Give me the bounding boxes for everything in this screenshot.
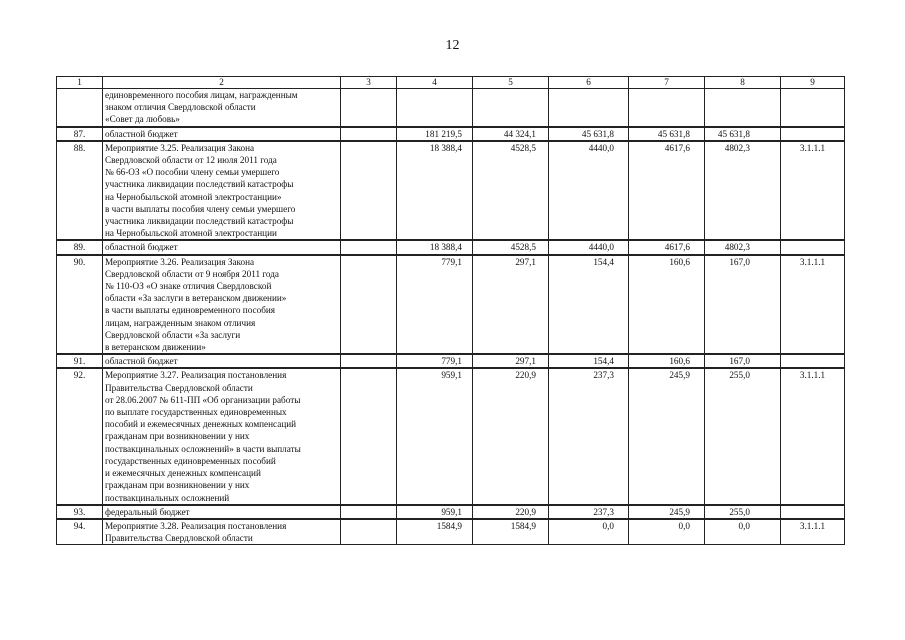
row-description — [103, 505, 341, 519]
cell-c6: 4440,0 — [549, 240, 629, 254]
description-line: гражданам при возникновении у них — [105, 480, 250, 491]
description-line: от 28.06.2007 № 611-ПП «Об организации работы — [105, 394, 301, 405]
cell-c7: 245,9 — [629, 368, 705, 504]
cell-c9 — [781, 89, 845, 127]
cell-c7 — [629, 89, 705, 127]
column-header: 8 — [705, 77, 781, 89]
row-description — [103, 141, 341, 241]
cell-c4 — [397, 89, 473, 127]
description-line: гражданам при возникновении у них — [105, 431, 250, 442]
table-row — [57, 89, 845, 127]
column-header: 6 — [549, 77, 629, 89]
cell-c8: 0,0 — [705, 519, 781, 545]
cell-c4: 779,1 — [397, 255, 473, 355]
description-line: Мероприятие 3.25. Реализация Закона — [105, 142, 255, 153]
description-line: Мероприятие 3.26. Реализация Закона — [105, 256, 255, 267]
cell-c5: 297,1 — [473, 354, 549, 368]
description-line: Мероприятие 3.28. Реализация постановления — [105, 520, 287, 531]
cell-c4: 779,1 — [397, 354, 473, 368]
cell-c9: 3.1.1.1 — [781, 141, 845, 241]
cell-c8: 4802,3 — [705, 141, 781, 241]
row-number: 87. — [57, 127, 103, 141]
row-number: 89. — [57, 240, 103, 254]
description-line: на Чернобыльской атомной электростанции — [105, 228, 277, 239]
cell-c7: 0,0 — [629, 519, 705, 545]
cell-c6: 154,4 — [549, 255, 629, 355]
description-line: областной бюджет — [105, 356, 178, 367]
cell-c7: 160,6 — [629, 255, 705, 355]
row-description — [103, 127, 341, 141]
description-line: лицам, награжденным знаком отличия — [105, 317, 256, 328]
description-line: «Совет да любовь» — [105, 114, 180, 125]
column-header: 2 — [103, 77, 341, 89]
table-row — [57, 127, 845, 141]
cell-c5: 4528,5 — [473, 240, 549, 254]
cell-c9 — [781, 354, 845, 368]
cell-c7: 45 631,8 — [629, 127, 705, 141]
cell-c3 — [341, 89, 397, 127]
cell-c6: 237,3 — [549, 368, 629, 504]
cell-c9 — [781, 127, 845, 141]
cell-c5: 44 324,1 — [473, 127, 549, 141]
row-description — [103, 519, 341, 545]
cell-c5: 4528,5 — [473, 141, 549, 241]
description-line: № 66-ОЗ «О пособии члену семьи умершего — [105, 167, 280, 178]
description-line: участника ликвидации последствий катастрофы — [105, 179, 294, 190]
cell-c9 — [781, 240, 845, 254]
description-line: пособий и ежемесячных денежных компенсаций — [105, 419, 297, 430]
column-header: 5 — [473, 77, 549, 89]
description-line: участника ликвидации последствий катастрофы — [105, 216, 294, 227]
cell-c6: 4440,0 — [549, 141, 629, 241]
description-line: на Чернобыльской атомной электростанции» — [105, 191, 282, 202]
row-number — [57, 89, 103, 127]
cell-c9 — [781, 505, 845, 519]
cell-c7: 160,6 — [629, 354, 705, 368]
cell-c4: 1584,9 — [397, 519, 473, 545]
cell-c6: 154,4 — [549, 354, 629, 368]
row-number: 88. — [57, 141, 103, 241]
description-line: области «За заслуги в ветеранском движении» — [105, 293, 287, 304]
cell-c9: 3.1.1.1 — [781, 519, 845, 545]
description-line: Правительства Свердловской области — [105, 382, 253, 393]
row-number: 93. — [57, 505, 103, 519]
cell-c3 — [341, 519, 397, 545]
cell-c6: 45 631,8 — [549, 127, 629, 141]
cell-c8: 45 631,8 — [705, 127, 781, 141]
budget-table — [56, 76, 845, 545]
page-number: 12 — [445, 38, 460, 53]
cell-c8: 4802,3 — [705, 240, 781, 254]
cell-c9: 3.1.1.1 — [781, 368, 845, 504]
cell-c3 — [341, 255, 397, 355]
cell-c8: 255,0 — [705, 505, 781, 519]
row-number: 92. — [57, 368, 103, 504]
cell-c3 — [341, 240, 397, 254]
row-description — [103, 368, 341, 504]
cell-c3 — [341, 354, 397, 368]
table-row — [57, 255, 845, 355]
description-line: областной бюджет — [105, 242, 178, 253]
cell-c5: 297,1 — [473, 255, 549, 355]
description-line: поствакцинальных осложнений» в части выплаты — [105, 443, 301, 454]
description-line: № 110-ОЗ «О знаке отличия Свердловской — [105, 281, 272, 292]
cell-c8: 167,0 — [705, 354, 781, 368]
table-header-row — [57, 77, 845, 89]
row-number: 91. — [57, 354, 103, 368]
cell-c7: 4617,6 — [629, 240, 705, 254]
description-line: и ежемесячных денежных компенсаций — [105, 468, 261, 479]
description-line: Свердловской области «За заслуги — [105, 329, 241, 340]
cell-c3 — [341, 368, 397, 504]
cell-c4: 959,1 — [397, 368, 473, 504]
cell-c5: 1584,9 — [473, 519, 549, 545]
row-number: 94. — [57, 519, 103, 545]
table-row — [57, 240, 845, 254]
column-header: 7 — [629, 77, 705, 89]
table-row — [57, 505, 845, 519]
cell-c8: 255,0 — [705, 368, 781, 504]
column-header: 4 — [397, 77, 473, 89]
description-line: в части выплаты единовременного пособия — [105, 305, 276, 316]
column-header: 3 — [341, 77, 397, 89]
description-line: по выплате государственных единовременных — [105, 407, 287, 418]
description-line: федеральный бюджет — [105, 506, 190, 517]
cell-c6: 237,3 — [549, 505, 629, 519]
description-line: государственных единовременных пособий — [105, 455, 276, 466]
row-description — [103, 240, 341, 254]
description-line: единовременного пособия лицам, награжденным — [105, 90, 298, 100]
cell-c5 — [473, 89, 549, 127]
cell-c5: 220,9 — [473, 368, 549, 504]
description-line: знаком отличия Свердловской области — [105, 102, 256, 113]
description-line: Свердловской области от 12 июля 2011 года — [105, 155, 277, 166]
table-row — [57, 519, 845, 545]
description-line: поствакцинальных осложнений — [105, 492, 230, 503]
cell-c8 — [705, 89, 781, 127]
cell-c5: 220,9 — [473, 505, 549, 519]
cell-c4: 181 219,5 — [397, 127, 473, 141]
cell-c7: 4617,6 — [629, 141, 705, 241]
cell-c4: 959,1 — [397, 505, 473, 519]
column-header: 9 — [781, 77, 845, 89]
description-line: областной бюджет — [105, 128, 178, 139]
row-number: 90. — [57, 255, 103, 355]
table-row — [57, 141, 845, 241]
cell-c3 — [341, 505, 397, 519]
description-line: в части выплаты пособия члену семьи умершего — [105, 203, 296, 214]
cell-c4: 18 388,4 — [397, 141, 473, 241]
cell-c6: 0,0 — [549, 519, 629, 545]
cell-c7: 245,9 — [629, 505, 705, 519]
table-row — [57, 354, 845, 368]
row-description — [103, 255, 341, 355]
column-header: 1 — [57, 77, 103, 89]
cell-c8: 167,0 — [705, 255, 781, 355]
cell-c3 — [341, 127, 397, 141]
table-row — [57, 368, 845, 504]
cell-c6 — [549, 89, 629, 127]
description-line: Мероприятие 3.27. Реализация постановления — [105, 370, 287, 381]
row-description — [103, 89, 341, 127]
description-line: в ветеранском движении» — [105, 342, 206, 353]
description-line: Свердловской области от 9 ноября 2011 года — [105, 268, 279, 279]
cell-c9: 3.1.1.1 — [781, 255, 845, 355]
row-description — [103, 354, 341, 368]
cell-c3 — [341, 141, 397, 241]
description-line: Правительства Свердловской области — [105, 533, 253, 544]
cell-c4: 18 388,4 — [397, 240, 473, 254]
